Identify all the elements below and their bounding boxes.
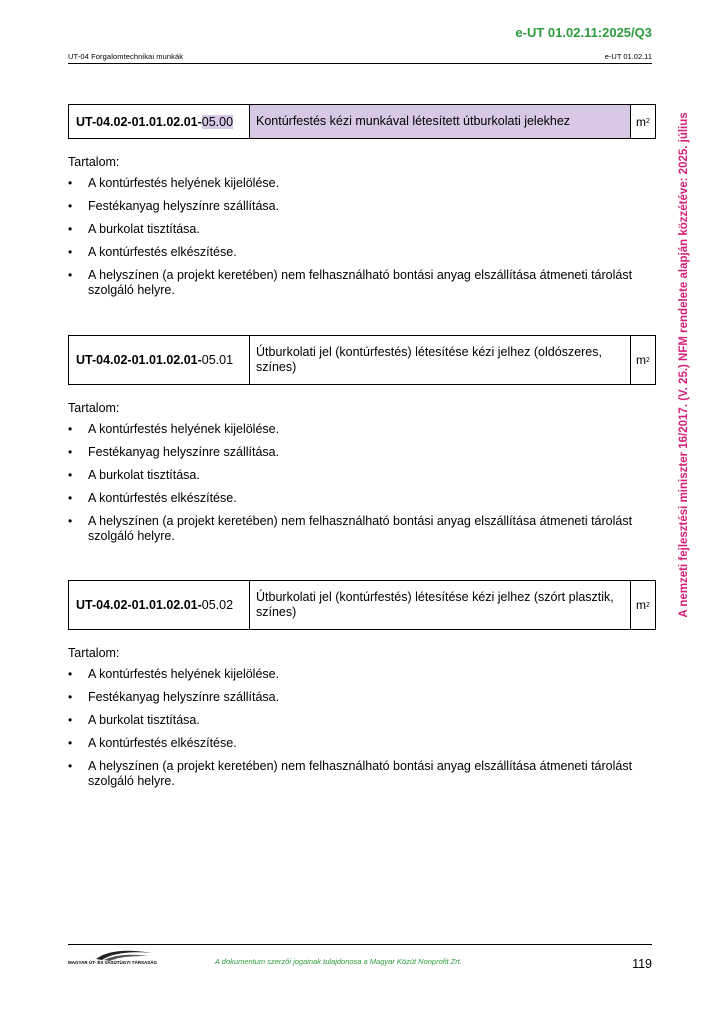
footer-divider xyxy=(68,944,652,945)
list-item: • A burkolat tisztítása. xyxy=(68,468,656,483)
content-list xyxy=(68,176,656,298)
work-item-unit xyxy=(631,105,655,138)
list-item: • A helyszínen (a projekt keretében) nem felhasználható bontási anyag elszállítása átmeneti tárolást szolgáló helyre. xyxy=(68,514,656,544)
work-item-code-table xyxy=(68,580,656,630)
unit-base: m xyxy=(636,598,647,612)
work-item-code xyxy=(69,581,250,629)
work-item-1 xyxy=(68,104,656,306)
work-item-2 xyxy=(68,335,656,552)
work-item-code-table xyxy=(68,104,656,139)
list-item: • A kontúrfestés helyének kijelölése. xyxy=(68,176,656,191)
work-item-description: Kontúrfestés kézi munkával létesített útburkolati jelekhez xyxy=(250,105,631,138)
work-item-code-suffix: 05.00 xyxy=(201,114,234,129)
header-divider xyxy=(68,63,652,64)
list-item: • Festékanyag helyszínre szállítása. xyxy=(68,199,656,214)
work-item-code-prefix: UT-04.02-01.01.02.01- xyxy=(76,598,202,612)
unit-exponent: 2 xyxy=(646,601,650,609)
unit-base: m xyxy=(636,353,647,367)
unit-base: m xyxy=(636,114,647,129)
list-item: • Festékanyag helyszínre szállítása. xyxy=(68,445,656,460)
work-item-unit xyxy=(631,581,655,629)
society-logo xyxy=(68,948,168,970)
page-number: 119 xyxy=(632,957,652,971)
header-section-title: UT-04 Forgalomtechnikai munkák xyxy=(68,52,184,61)
list-item: • A kontúrfestés helyének kijelölése. xyxy=(68,422,656,437)
copyright-notice: A dokumentum szerzői jogainak tulajdonosa a Magyar Közút Nonprofit Zrt. xyxy=(215,957,462,966)
list-item: • A helyszínen (a projekt keretében) nem felhasználható bontási anyag elszállítása átmeneti tárolást szolgáló helyre. xyxy=(68,759,656,789)
header-document-id: e-UT 01.02.11 xyxy=(604,52,652,61)
work-item-description: Útburkolati jel (kontúrfestés) létesítése kézi jelhez (oldószeres, színes) xyxy=(250,336,631,384)
list-item: • Festékanyag helyszínre szállítása. xyxy=(68,690,656,705)
logo-text: MAGYAR ÚT- ÉS VASÚTÜGYI TÁRSASÁG xyxy=(68,960,158,965)
content-list xyxy=(68,422,656,544)
publication-side-note: A nemzeti fejlesztési miniszter 16/2017. (V. 25.) NFM rendelete alapján közzétéve: 2025. július xyxy=(678,112,690,618)
list-item: • A kontúrfestés elkészítése. xyxy=(68,491,656,506)
unit-exponent: 2 xyxy=(646,356,650,364)
document-code: e-UT 01.02.11:2025/Q3 xyxy=(515,25,652,40)
list-item: • A kontúrfestés helyének kijelölése. xyxy=(68,667,656,682)
work-item-unit xyxy=(631,336,655,384)
list-item: • A helyszínen (a projekt keretében) nem felhasználható bontási anyag elszállítása átmeneti tárolást szolgáló helyre. xyxy=(68,268,656,298)
work-item-code-suffix: 05.02 xyxy=(201,598,234,612)
work-item-code xyxy=(69,105,250,138)
list-item: • A kontúrfestés elkészítése. xyxy=(68,736,656,751)
work-item-code-suffix: 05.01 xyxy=(201,353,234,367)
list-item: • A burkolat tisztítása. xyxy=(68,713,656,728)
work-item-3 xyxy=(68,580,656,797)
work-item-code xyxy=(69,336,250,384)
content-label: Tartalom: xyxy=(68,646,120,660)
content-list xyxy=(68,667,656,789)
list-item: • A burkolat tisztítása. xyxy=(68,222,656,237)
work-item-code-prefix: UT-04.02-01.01.02.01- xyxy=(76,353,202,367)
work-item-description: Útburkolati jel (kontúrfestés) létesítése kézi jelhez (szórt plasztik, színes) xyxy=(250,581,631,629)
unit-exponent: 2 xyxy=(646,118,650,125)
content-label: Tartalom: xyxy=(68,155,120,169)
work-item-code-prefix: UT-04.02-01.01.02.01- xyxy=(76,114,202,129)
work-item-code-table xyxy=(68,335,656,385)
list-item: • A kontúrfestés elkészítése. xyxy=(68,245,656,260)
content-label: Tartalom: xyxy=(68,401,120,415)
